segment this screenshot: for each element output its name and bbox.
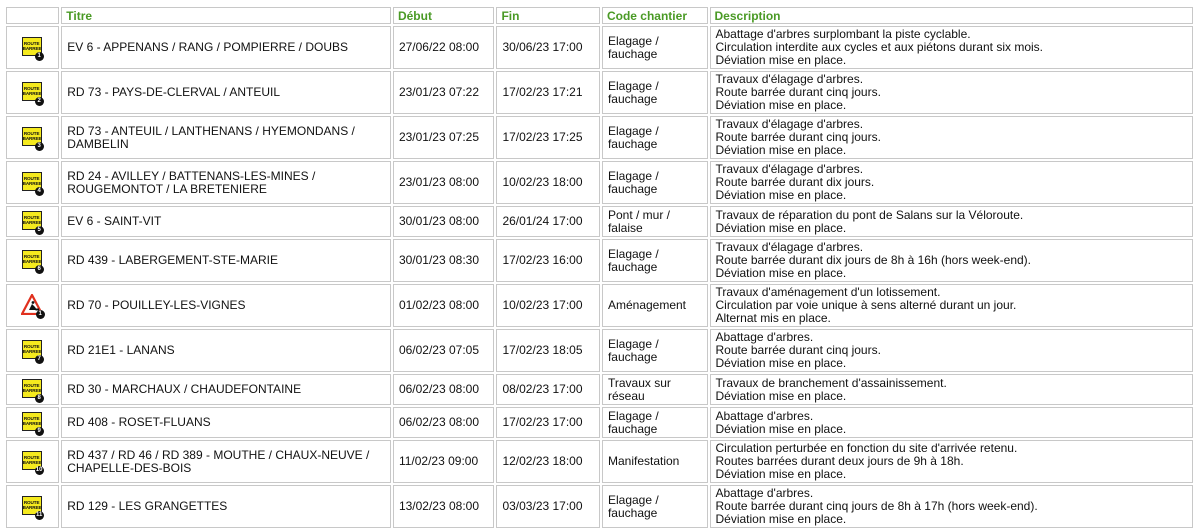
route-barree-sign-icon bbox=[22, 379, 44, 401]
row-icon-number: 3 bbox=[35, 142, 44, 151]
sign-line-1: ROUTE bbox=[23, 130, 40, 136]
sign-line-2: BARREE bbox=[22, 258, 42, 264]
row-code-chantier: Elagage / fauchage bbox=[602, 161, 708, 204]
description-line: Déviation mise en place. bbox=[715, 512, 847, 526]
row-icon-cell bbox=[6, 116, 59, 159]
row-titre: RD 70 - POUILLEY-LES-VIGNES bbox=[61, 284, 391, 327]
row-icon-number: 4 bbox=[35, 187, 44, 196]
row-titre: RD 437 / RD 46 / RD 389 - MOUTHE / CHAUX-NEUVE / CHAPELLE-DES-BOIS bbox=[61, 440, 391, 483]
table-row bbox=[6, 407, 1193, 438]
row-fin: 12/02/23 18:00 bbox=[496, 440, 600, 483]
header-debut: Début bbox=[393, 7, 495, 24]
table-row bbox=[6, 485, 1193, 528]
row-icon-cell bbox=[6, 26, 59, 69]
row-icon-number: 1 bbox=[36, 310, 45, 319]
row-debut: 23/01/23 07:22 bbox=[393, 71, 495, 114]
row-icon-cell bbox=[6, 407, 59, 438]
description-line: Route barrée durant dix jours. bbox=[715, 175, 875, 189]
description-line: Travaux de branchement d'assainissement. bbox=[715, 375, 947, 390]
description-line: Route barrée durant cinq jours. bbox=[715, 85, 881, 99]
sign-line-1: ROUTE bbox=[23, 382, 40, 388]
route-barree-sign-icon bbox=[22, 412, 44, 434]
row-titre: RD 73 - PAYS-DE-CLERVAL / ANTEUIL bbox=[61, 71, 391, 114]
row-icon-cell bbox=[6, 161, 59, 204]
row-icon-number: 10 bbox=[35, 466, 43, 473]
row-icon-number: 11 bbox=[35, 511, 43, 518]
row-code-chantier: Elagage / fauchage bbox=[602, 116, 708, 159]
row-debut: 27/06/22 08:00 bbox=[393, 26, 495, 69]
row-description bbox=[710, 71, 1194, 114]
sign-line-2: BARREE bbox=[22, 348, 42, 354]
row-icon-number: 8 bbox=[35, 394, 44, 403]
sign-line-1: ROUTE bbox=[23, 343, 40, 349]
description-line: Abattage d'arbres surplombant la piste cyclable. bbox=[715, 27, 971, 41]
row-icon-cell bbox=[6, 485, 59, 528]
row-titre: RD 73 - ANTEUIL / LANTHENANS / HYEMONDANS / DAMBELIN bbox=[61, 116, 391, 159]
row-icon-number: 7 bbox=[35, 355, 44, 364]
row-description bbox=[710, 116, 1194, 159]
description-line: Abattage d'arbres. bbox=[715, 486, 814, 500]
row-debut: 23/01/23 08:00 bbox=[393, 161, 495, 204]
description-line: Travaux d'élagage d'arbres. bbox=[715, 240, 864, 254]
row-description bbox=[710, 161, 1194, 204]
row-titre: RD 129 - LES GRANGETTES bbox=[61, 485, 391, 528]
route-barree-sign-icon bbox=[22, 451, 44, 473]
row-fin: 03/03/23 17:00 bbox=[496, 485, 600, 528]
row-code-chantier: Elagage / fauchage bbox=[602, 239, 708, 282]
sign-line-2: BARREE bbox=[22, 219, 42, 225]
sign-line-2: BARREE bbox=[22, 90, 42, 96]
row-fin: 17/02/23 17:21 bbox=[496, 71, 600, 114]
route-barree-sign-icon bbox=[22, 172, 44, 194]
description-line: Déviation mise en place. bbox=[715, 421, 847, 436]
description-line: Déviation mise en place. bbox=[715, 220, 847, 235]
row-code-chantier: Elagage / fauchage bbox=[602, 407, 708, 438]
roadworks-warning-icon bbox=[21, 294, 45, 318]
row-description bbox=[710, 440, 1194, 483]
row-icon-cell bbox=[6, 374, 59, 405]
table-row bbox=[6, 71, 1193, 114]
route-barree-sign-icon bbox=[22, 340, 44, 362]
row-fin: 17/02/23 17:00 bbox=[496, 407, 600, 438]
description-line: Route barrée durant cinq jours. bbox=[715, 343, 881, 357]
row-description bbox=[710, 374, 1194, 405]
sign-line-1: ROUTE bbox=[23, 499, 40, 505]
description-line: Déviation mise en place. bbox=[715, 388, 847, 403]
row-debut: 23/01/23 07:25 bbox=[393, 116, 495, 159]
route-barree-sign-icon bbox=[22, 250, 44, 272]
sign-line-2: BARREE bbox=[22, 459, 42, 465]
description-line: Alternat mis en place. bbox=[715, 311, 831, 325]
row-debut: 30/01/23 08:00 bbox=[393, 206, 495, 237]
description-line: Déviation mise en place. bbox=[715, 53, 847, 67]
table-row bbox=[6, 239, 1193, 282]
description-line: Route barrée durant cinq jours de 8h à 17h (hors week-end). bbox=[715, 499, 1038, 513]
description-line: Déviation mise en place. bbox=[715, 98, 847, 112]
description-line: Circulation perturbée en fonction du site d'arrivée retenu. bbox=[715, 441, 1018, 455]
sign-line-1: ROUTE bbox=[23, 175, 40, 181]
sign-line-1: ROUTE bbox=[23, 40, 40, 46]
route-barree-sign-icon bbox=[22, 211, 44, 233]
sign-line-1: ROUTE bbox=[23, 454, 40, 460]
table-row bbox=[6, 374, 1193, 405]
table-header-row bbox=[6, 7, 1193, 24]
description-line: Déviation mise en place. bbox=[715, 266, 847, 280]
sign-line-1: ROUTE bbox=[23, 85, 40, 91]
row-description bbox=[710, 407, 1194, 438]
sign-line-1: ROUTE bbox=[23, 253, 40, 259]
description-line: Déviation mise en place. bbox=[715, 467, 847, 481]
row-description bbox=[710, 485, 1194, 528]
route-barree-sign-icon bbox=[22, 37, 44, 59]
table-row bbox=[6, 440, 1193, 483]
description-line: Déviation mise en place. bbox=[715, 356, 847, 370]
row-code-chantier: Travaux sur réseau bbox=[602, 374, 708, 405]
row-description bbox=[710, 329, 1194, 372]
description-line: Travaux de réparation du pont de Salans sur la Véloroute. bbox=[715, 207, 1024, 222]
sign-line-1: ROUTE bbox=[23, 415, 40, 421]
row-icon-cell bbox=[6, 71, 59, 114]
row-titre: RD 439 - LABERGEMENT-STE-MARIE bbox=[61, 239, 391, 282]
row-titre: RD 30 - MARCHAUX / CHAUDEFONTAINE bbox=[61, 374, 391, 405]
row-code-chantier: Elagage / fauchage bbox=[602, 71, 708, 114]
row-fin: 26/01/24 17:00 bbox=[496, 206, 600, 237]
row-fin: 30/06/23 17:00 bbox=[496, 26, 600, 69]
header-code-chantier: Code chantier bbox=[602, 7, 708, 24]
sign-line-2: BARREE bbox=[22, 180, 42, 186]
description-line: Travaux d'élagage d'arbres. bbox=[715, 72, 864, 86]
description-line: Routes barrées durant deux jours de 9h à 18h. bbox=[715, 454, 964, 468]
row-fin: 17/02/23 18:05 bbox=[496, 329, 600, 372]
table-row bbox=[6, 284, 1193, 327]
row-titre: RD 24 - AVILLEY / BATTENANS-LES-MINES / ROUGEMONTOT / LA BRETENIERE bbox=[61, 161, 391, 204]
header-fin: Fin bbox=[496, 7, 600, 24]
description-line: Route barrée durant dix jours de 8h à 16h (hors week-end). bbox=[715, 253, 1032, 267]
sign-line-1: ROUTE bbox=[23, 214, 40, 220]
row-icon-cell bbox=[6, 239, 59, 282]
description-line: Déviation mise en place. bbox=[715, 143, 847, 157]
row-icon-number: 2 bbox=[35, 97, 44, 106]
description-line: Circulation interdite aux cycles et aux piétons durant six mois. bbox=[715, 40, 1043, 54]
row-code-chantier: Elagage / fauchage bbox=[602, 485, 708, 528]
row-debut: 06/02/23 08:00 bbox=[393, 407, 495, 438]
row-titre: RD 408 - ROSET-FLUANS bbox=[61, 407, 391, 438]
description-line: Travaux d'élagage d'arbres. bbox=[715, 117, 864, 131]
description-line: Abattage d'arbres. bbox=[715, 330, 814, 344]
row-code-chantier: Pont / mur / falaise bbox=[602, 206, 708, 237]
table-row bbox=[6, 329, 1193, 372]
row-code-chantier: Aménagement bbox=[602, 284, 708, 327]
header-titre: Titre bbox=[61, 7, 391, 24]
row-icon-number: 1 bbox=[35, 52, 44, 61]
row-code-chantier: Manifestation bbox=[602, 440, 708, 483]
sign-line-2: BARREE bbox=[22, 387, 42, 393]
description-line: Abattage d'arbres. bbox=[715, 408, 814, 423]
row-debut: 11/02/23 09:00 bbox=[393, 440, 495, 483]
row-icon-number: 6 bbox=[35, 265, 44, 274]
row-debut: 06/02/23 07:05 bbox=[393, 329, 495, 372]
row-icon-cell bbox=[6, 206, 59, 237]
row-icon-cell bbox=[6, 440, 59, 483]
row-icon-cell bbox=[6, 329, 59, 372]
row-description bbox=[710, 284, 1194, 327]
row-titre: EV 6 - SAINT-VIT bbox=[61, 206, 391, 237]
description-line: Route barrée durant cinq jours. bbox=[715, 130, 881, 144]
row-debut: 30/01/23 08:30 bbox=[393, 239, 495, 282]
description-line: Circulation par voie unique à sens alterné durant un jour. bbox=[715, 298, 1017, 312]
sign-line-2: BARREE bbox=[22, 135, 42, 141]
row-fin: 17/02/23 17:25 bbox=[496, 116, 600, 159]
table-row bbox=[6, 206, 1193, 237]
row-debut: 06/02/23 08:00 bbox=[393, 374, 495, 405]
sign-line-2: BARREE bbox=[22, 420, 42, 426]
row-debut: 13/02/23 08:00 bbox=[393, 485, 495, 528]
row-code-chantier: Elagage / fauchage bbox=[602, 329, 708, 372]
description-line: Travaux d'aménagement d'un lotissement. bbox=[715, 285, 941, 299]
sign-line-2: BARREE bbox=[22, 45, 42, 51]
row-debut: 01/02/23 08:00 bbox=[393, 284, 495, 327]
row-fin: 10/02/23 17:00 bbox=[496, 284, 600, 327]
header-description: Description bbox=[710, 7, 1194, 24]
row-titre: EV 6 - APPENANS / RANG / POMPIERRE / DOUBS bbox=[61, 26, 391, 69]
row-icon-cell bbox=[6, 284, 59, 327]
route-barree-sign-icon bbox=[22, 496, 44, 518]
row-titre: RD 21E1 - LANANS bbox=[61, 329, 391, 372]
route-barree-sign-icon bbox=[22, 82, 44, 104]
route-barree-sign-icon bbox=[22, 127, 44, 149]
roadworks-table bbox=[4, 5, 1195, 530]
table-row bbox=[6, 116, 1193, 159]
row-fin: 08/02/23 17:00 bbox=[496, 374, 600, 405]
row-description bbox=[710, 26, 1194, 69]
description-line: Déviation mise en place. bbox=[715, 188, 847, 202]
header-icon bbox=[6, 7, 59, 24]
table-row bbox=[6, 161, 1193, 204]
table-row bbox=[6, 26, 1193, 69]
row-description bbox=[710, 206, 1194, 237]
row-fin: 17/02/23 16:00 bbox=[496, 239, 600, 282]
row-fin: 10/02/23 18:00 bbox=[496, 161, 600, 204]
description-line: Travaux d'élagage d'arbres. bbox=[715, 162, 864, 176]
sign-line-2: BARREE bbox=[22, 504, 42, 510]
row-code-chantier: Elagage / fauchage bbox=[602, 26, 708, 69]
row-description bbox=[710, 239, 1194, 282]
row-icon-number: 9 bbox=[35, 427, 44, 436]
row-icon-number: 5 bbox=[35, 226, 44, 235]
